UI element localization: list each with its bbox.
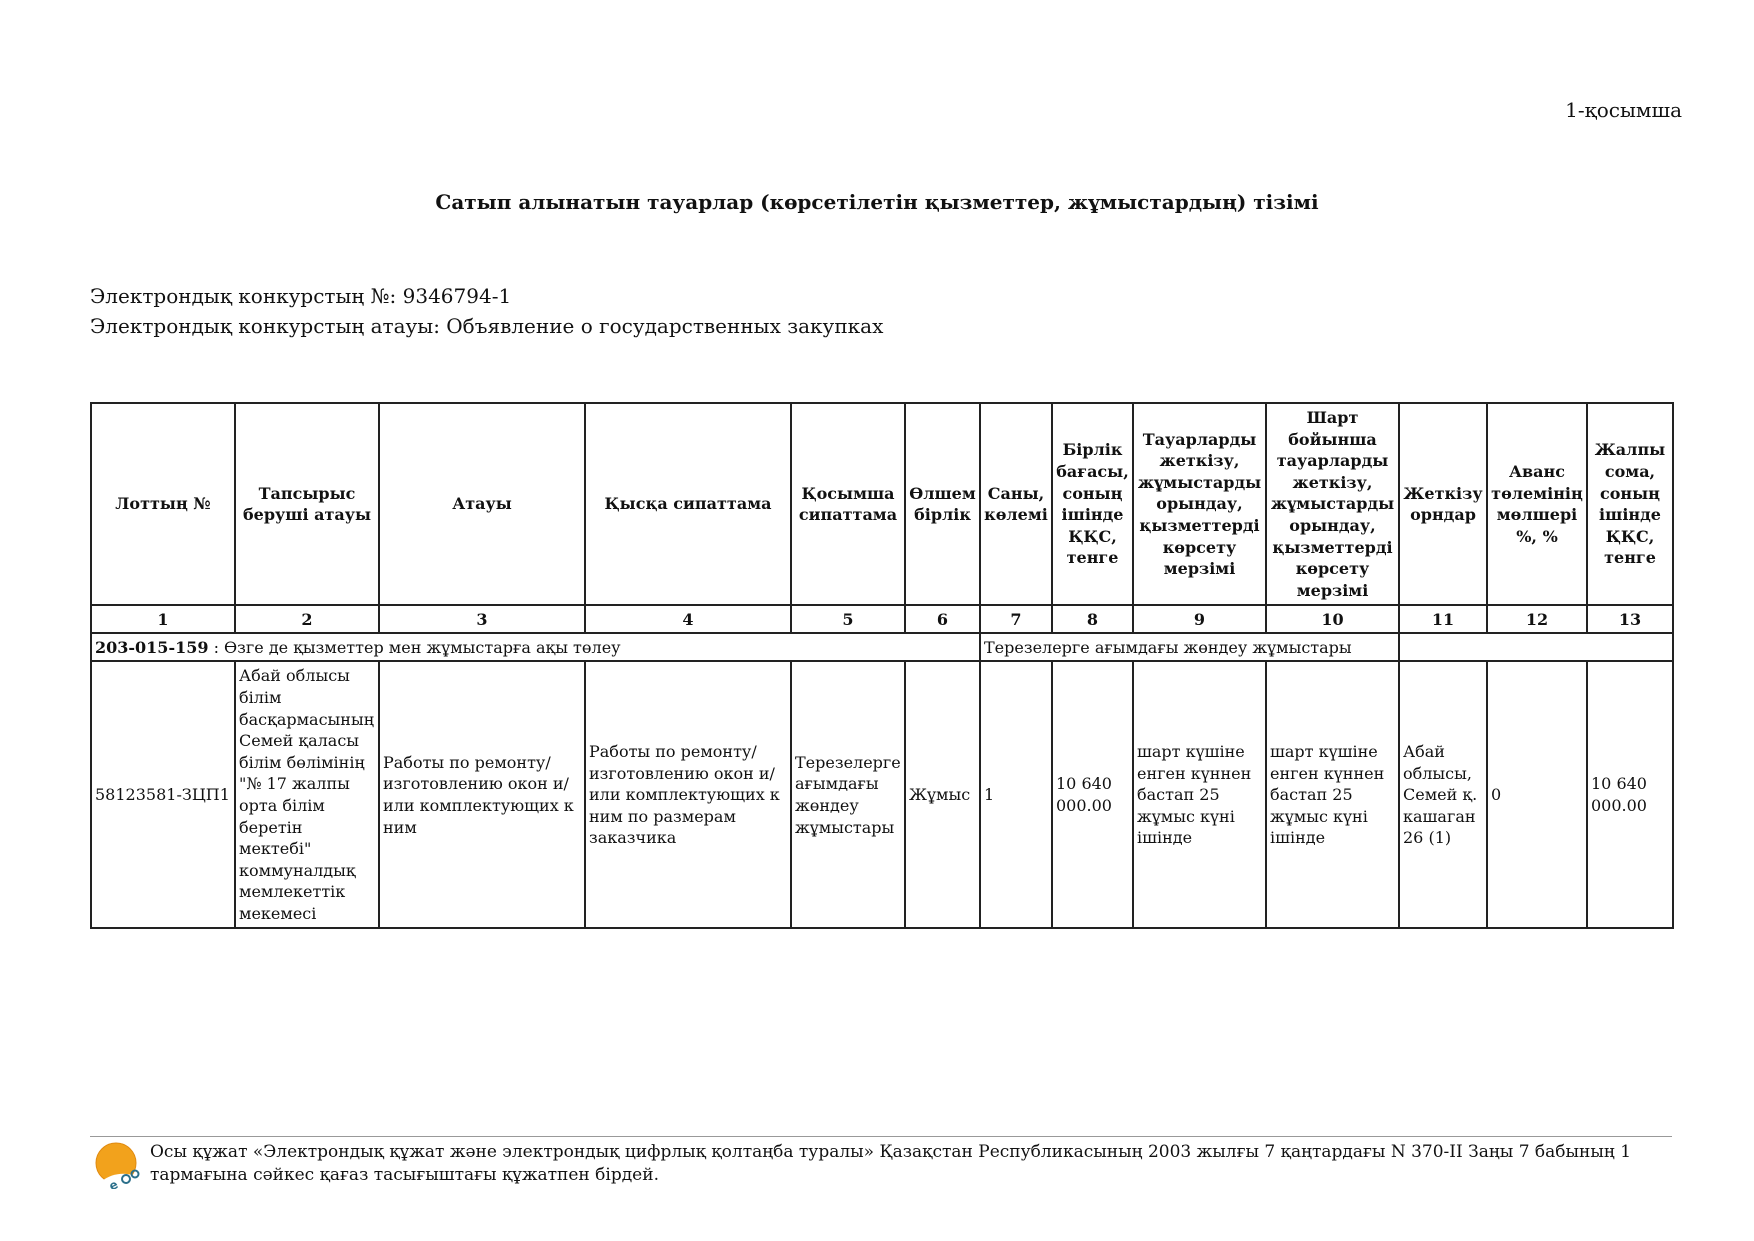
column-header-delivery-term: Тауарларды жеткізу, жұмыстарды орындау, қызметтерді көрсету мерзімі <box>1133 403 1266 605</box>
column-header-lot-no: Лоттың № <box>91 403 235 605</box>
column-number: 1 <box>91 605 235 633</box>
svg-text:e: e <box>106 1177 121 1189</box>
section-description-cell <box>91 633 980 661</box>
column-number: 8 <box>1052 605 1133 633</box>
cell-customer: Абай облысы білім басқармасының Семей қаласы білім бөлімінің "№ 17 жалпы орта білім беретін мектебі" коммуналдық мемлекеттік мекемесі <box>235 661 379 928</box>
section-code: 203-015-159 <box>95 637 209 657</box>
column-header-contract-term: Шарт бойынша тауарларды жеткізу, жұмыстарды орындау, қызметтерді көрсету мерзімі <box>1266 403 1399 605</box>
cell-qty: 1 <box>980 661 1052 928</box>
cell-advance: 0 <box>1487 661 1587 928</box>
column-number: 9 <box>1133 605 1266 633</box>
column-number: 3 <box>379 605 585 633</box>
cell-delivery-term: шарт күшіне енген күннен бастап 25 жұмыс күні ішінде <box>1133 661 1266 928</box>
column-number: 10 <box>1266 605 1399 633</box>
column-number: 6 <box>905 605 980 633</box>
cell-name: Работы по ремонту/изготовлению окон и/или комплектующих к ним <box>379 661 585 928</box>
column-number: 7 <box>980 605 1052 633</box>
column-header-name: Атауы <box>379 403 585 605</box>
column-number: 5 <box>791 605 905 633</box>
column-number-row <box>91 605 1673 633</box>
cell-unit-price: 10 640 000.00 <box>1052 661 1133 928</box>
footer-legal-text: Осы құжат «Электрондық құжат және электрондық цифрлық қолтаңба туралы» Қазақстан Республикасының 2003 жылғы 7 қаңтардағы N 370-II Заңы 7 бабының 1 тармағына сәйкес қағаз тасығыштағы құжатпен бірдей. <box>150 1142 1632 1185</box>
column-header-delivery-place: Жеткізу орндар <box>1399 403 1487 605</box>
table-header-row <box>91 403 1673 605</box>
section-work-name: Терезелерге ағымдағы жөндеу жұмыстары <box>980 633 1399 661</box>
column-header-short-desc: Қысқа сипаттама <box>585 403 791 605</box>
cell-unit: Жұмыс <box>905 661 980 928</box>
column-header-total: Жалпы сома, соның ішінде ҚҚС, тенге <box>1587 403 1673 605</box>
column-header-extra-desc: Қосымша сипаттама <box>791 403 905 605</box>
column-number: 13 <box>1587 605 1673 633</box>
annex-label: 1-қосымша <box>1565 98 1682 122</box>
cell-total: 10 640 000.00 <box>1587 661 1673 928</box>
column-header-advance: Аванс төлемінің мөлшері %, % <box>1487 403 1587 605</box>
competition-number: Электрондық конкурстың №: 9346794-1 <box>90 284 512 308</box>
table-row <box>91 661 1673 928</box>
footer-divider <box>90 1136 1672 1137</box>
cell-contract-term: шарт күшіне енген күннен бастап 25 жұмыс күні ішінде <box>1266 661 1399 928</box>
column-number: 11 <box>1399 605 1487 633</box>
column-header-customer: Тапсырыс беруші атауы <box>235 403 379 605</box>
competition-name: Электрондық конкурстың атауы: Объявление о государственных закупках <box>90 314 884 338</box>
cell-short-desc: Работы по ремонту/изготовлению окон и/или комплектующих к ним по размерам заказчика <box>585 661 791 928</box>
column-header-unit: Өлшем бірлік <box>905 403 980 605</box>
column-number: 4 <box>585 605 791 633</box>
column-number: 12 <box>1487 605 1587 633</box>
section-row <box>91 633 1673 661</box>
cell-extra-desc: Терезелерге ағымдағы жөндеу жұмыстары <box>791 661 905 928</box>
cell-delivery-place: Абай облысы, Семей қ. кашаган 26 (1) <box>1399 661 1487 928</box>
section-empty-cell <box>1399 633 1673 661</box>
document-title: Сатып алынатын тауарлар (көрсетілетін қызметтер, жұмыстардың) тізімі <box>435 190 1319 214</box>
cell-lot-no: 58123581-ЗЦП1 <box>91 661 235 928</box>
lots-table <box>90 402 1674 929</box>
column-header-qty: Саны, көлемі <box>980 403 1052 605</box>
column-number: 2 <box>235 605 379 633</box>
egov-sun-logo-icon <box>94 1141 142 1189</box>
section-description: : Өзге де қызметтер мен жұмыстарға ақы төлеу <box>208 637 621 657</box>
column-header-unit-price: Бірлік бағасы, соның ішінде ҚҚС, тенге <box>1052 403 1133 605</box>
